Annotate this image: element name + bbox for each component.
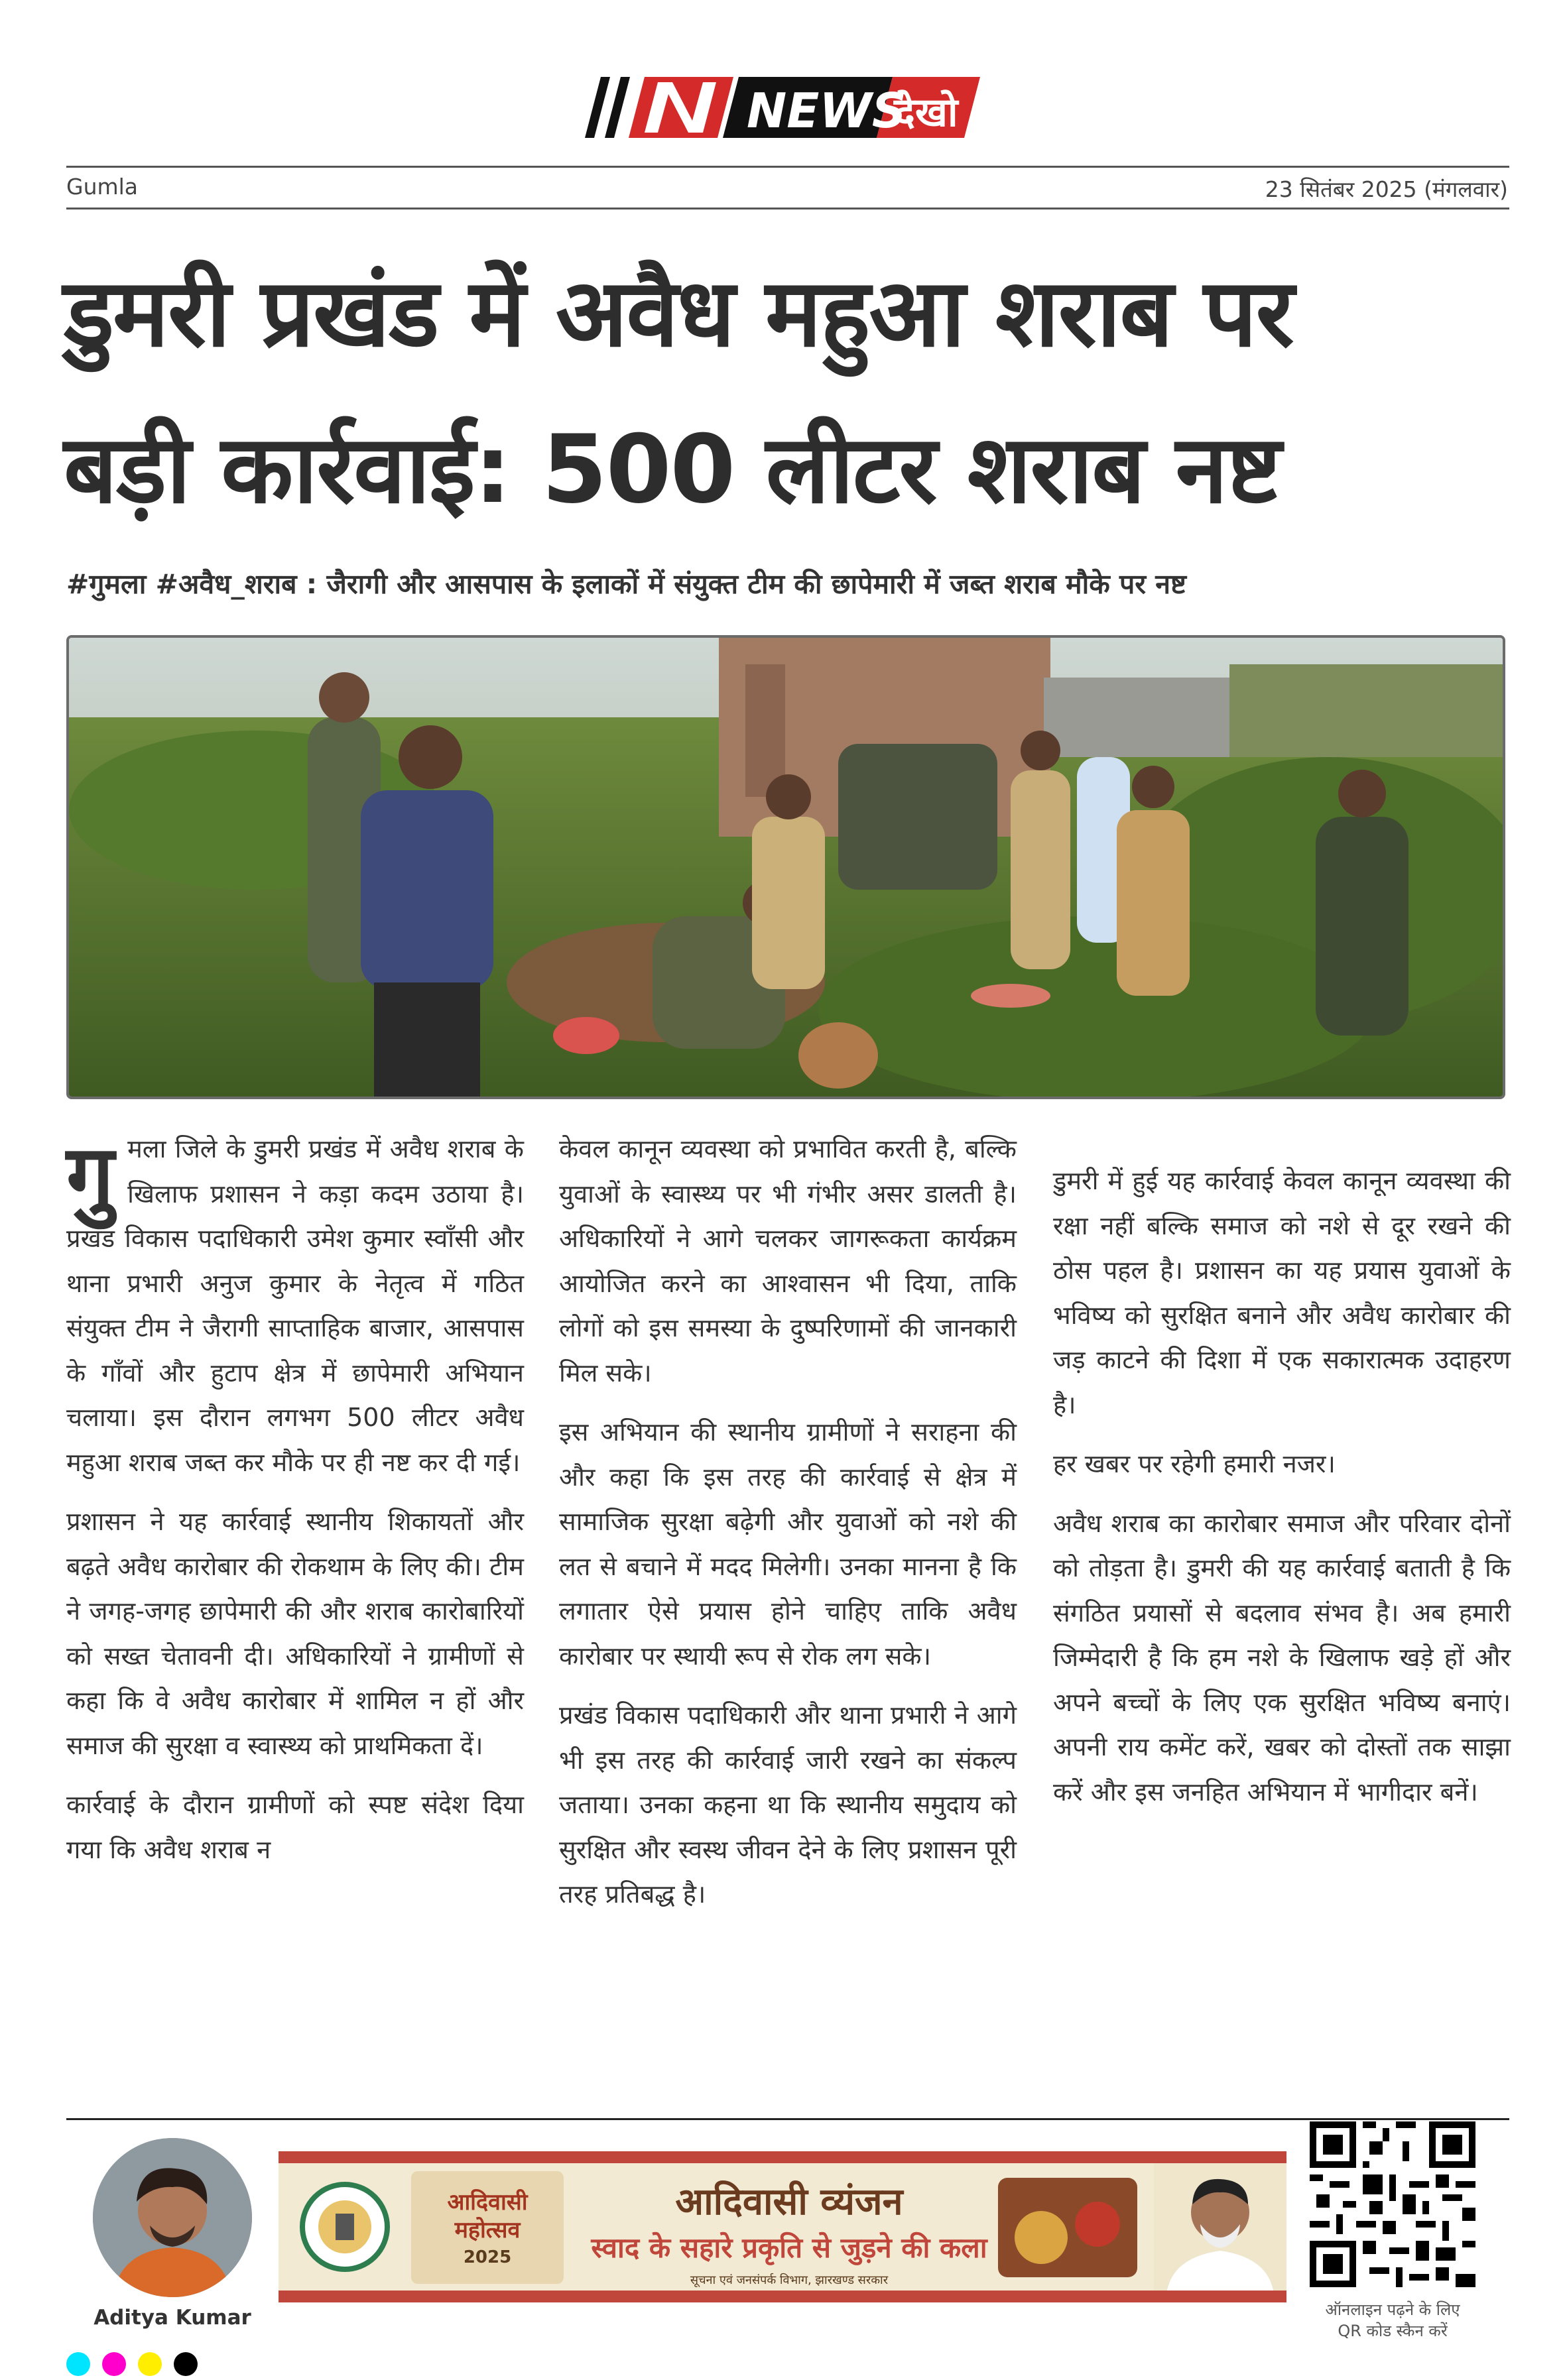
food-photo [998,2178,1137,2277]
banner-tagline: स्वाद के सहारे प्रकृति से जुड़ने की कला [591,2231,987,2264]
article-paragraph: डुमरी में हुई यह कार्रवाई केवल कानून व्यवस्था की रक्षा नहीं बल्कि समाज को नशे से दूर रखने की ठोस पहल है। प्रशासन का यह प्रयास युवाओं के भविष्य को सुरक्षित बनाने और अवैध कारोबार की जड़ काटने की दिशा में एक सकारात्मक उदाहरण है। [1053,1166,1511,1419]
banner-festival-word-2: महोत्सव [454,2217,521,2243]
banner-title: आदिवासी व्यंजन [675,2180,903,2224]
date-label: 23 सितंबर 2025 (मंगलवार) [1265,176,1508,202]
logo-devanagari: देखो [894,89,958,136]
government-emblem-icon [302,2184,387,2269]
cyan-dot [66,2352,90,2376]
banner-credit: सूचना एवं जनसंपर्क विभाग, झारखण्ड सरकार [690,2273,889,2287]
qr-caption-line-1: ऑनलाइन पढ़ने के लिए [1325,2300,1460,2319]
subheadline: #गुमला #अवैध_शराब : जैरागी और आसपास के इलाकों में संयुक्त टीम की छापेमारी में जब्त शराब मौके पर नष्ट [66,568,1187,600]
banner-year: 2025 [463,2247,512,2267]
article-paragraph: अवैध शराब का कारोबार समाज और परिवार दोनों को तोड़ता है। डुमरी की यह कार्रवाई बताती है कि संगठित प्रयासों से बदलाव संभव है। अब हमारी जिम्मेदारी है कि हम नशे के खिलाफ खड़े हों और अपने बच्चों के लिए एक सुरक्षित भविष्य बनाएं। अपनी राय कमेंट करें, खबर को दोस्तों तक साझा करें और इस जनहित अभियान में भागीदार बनें। [1053,1508,1511,1807]
article-paragraph: प्रखंड विकास पदाधिकारी और थाना प्रभारी ने आगे भी इस तरह की कार्रवाई जारी रखने का संकल्प जताया। उनका कहना था कि स्थानीय समुदाय को सुरक्षित और स्वस्थ जीवन देने के लिए प्रशासन पूरी तरह प्रतिबद्ध है। [559,1700,1017,1909]
qr-code[interactable] [1310,2121,1475,2287]
footer-rule [66,2118,1509,2120]
masthead-bottom-rule [66,208,1509,209]
magenta-dot [102,2352,126,2376]
banner-festival-word-1: आदिवासी [447,2189,528,2216]
qr-caption-line-2: QR कोड स्कैन करें [1338,2322,1448,2340]
headline-line-2: बड़ी कार्रवाई: 500 लीटर शराब नष्ट [64,415,1281,524]
official-portrait [1154,2163,1286,2291]
article-paragraph: कार्रवाई के दौरान ग्रामीणों को स्पष्ट संदेश दिया गया कि अवैध शराब न [66,1790,524,1864]
cmyk-registration-dots [66,2352,210,2379]
article-paragraph: प्रशासन ने यह कार्रवाई स्थानीय शिकायतों और बढ़ते अवैध कारोबार की रोकथाम के लिए की। टीम ने जगह-जगह छापेमारी की और शराब कारोबारियों को सख्त चेतावनी दी। अधिकारियों ने ग्रामीणों से कहा कि वे अवैध कारोबार में शामिल न हों और समाज की सुरक्षा व स्वास्थ्य को प्राथमिकता दें। [66,1507,524,1760]
article-column-1 [66,1127,524,1887]
article-paragraph: हर खबर पर रहेगी हमारी नजर। [1053,1449,1336,1478]
author-avatar [93,2138,252,2297]
article-paragraph [66,1127,524,1485]
advertisement-banner[interactable] [279,2151,1286,2302]
paragraph-text: मला जिले के डुमरी प्रखंड में अवैध शराब के खिलाफ प्रशासन ने कड़ा कदम उठाया है। प्रखंड विकास पदाधिकारी उमेश कुमार स्वाँसी और थाना प्रभारी अनुज कुमार के नेतृत्व में गठित संयुक्त टीम ने जैरागी साप्ताहिक बाजार, आसपास के गाँवों और हुटाप क्षेत्र में छापेमारी अभियान चलाया। इस दौरान लगभग 500 लीटर अवैध महुआ शराब जब्त कर मौके पर ही नष्ट कर दी गई। [66,1134,524,1477]
headline-line-1: डुमरी प्रखंड में अवैध महुआ शराब पर [64,259,1293,368]
article-column-2 [559,1127,1017,1932]
author-name: Aditya Kumar [94,2306,251,2330]
headline [64,235,1516,548]
masthead-top-rule [66,166,1509,168]
yellow-dot [138,2352,162,2376]
logo-text: NEWS [747,83,907,139]
article-paragraph: केवल कानून व्यवस्था को प्रभावित करती है, बल्कि युवाओं के स्वास्थ्य पर भी गंभीर असर डालती है। अधिकारियों ने आगे चलकर जागरूकता कार्यक्रम आयोजित करने का आश्वासन भी दिया, ताकि लोगों को इस समस्या के दुष्परिणामों की जानकारी मिल सके। [559,1134,1017,1388]
qr-caption [1293,2299,1492,2342]
location-label: Gumla [66,174,139,200]
newsdekho-logo [576,74,992,141]
drop-cap: गु [66,1127,115,1226]
article-column-3 [1053,1159,1511,1829]
article-paragraph: इस अभियान की स्थानीय ग्रामीणों ने सराहना की और कहा कि इस तरह की कार्रवाई से क्षेत्र में सामाजिक सुरक्षा बढ़ेगी और युवाओं को नशे की लत से बचाने में मदद मिलेगी। उनका मानना है कि लगातार ऐसे प्रयास होने चाहिए ताकि अवैध कारोबार पर स्थायी रूप से रोक लग सके। [559,1417,1017,1671]
black-dot [174,2352,198,2376]
article-photo [66,635,1505,1099]
